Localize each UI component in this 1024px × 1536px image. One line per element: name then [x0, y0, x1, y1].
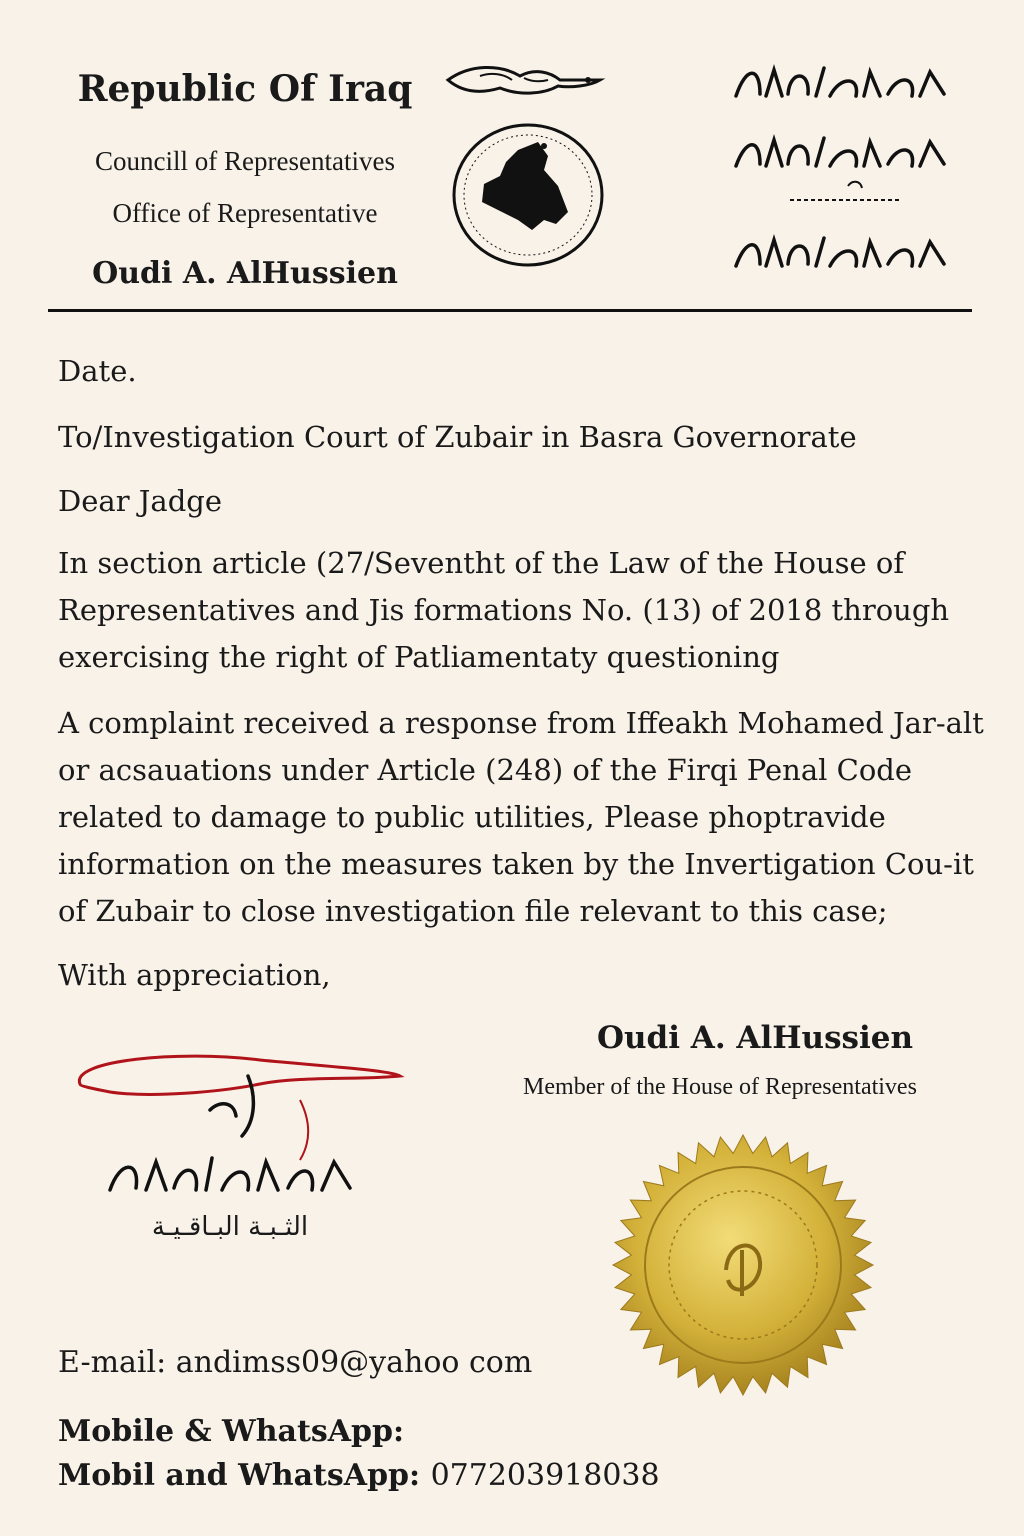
recipient-line: To/Investigation Court of Zubair in Basra Governorate: [58, 420, 857, 454]
header-council: Councill of Representatives: [95, 146, 395, 176]
signatory-name: Oudi A. AlHussien: [596, 1020, 914, 1056]
email-line: E-mail: andimss09@yahoo com: [58, 1345, 533, 1380]
closing-line: With appreciation,: [58, 958, 331, 992]
header-country: Republic Of Iraq: [77, 68, 413, 110]
complaint-paragraph: A complaint received a response from Iffeakh Mohamed Jar-alt or acsauations under Article (248) of the Firqi Penal Code related to damage to public utilities, Please phoptravide information on the measures taken by the Invertigation Cou-it of Zubair to close investigation file relevant to this case;: [58, 706, 984, 928]
header-divider: [48, 309, 972, 312]
signature-arabic-caption: الثـبـة البـاقـيـة: [151, 1212, 309, 1242]
mobile-label-alt: Mobil and WhatsApp:: [58, 1458, 421, 1493]
bird-emblem-icon: [440, 58, 610, 102]
date-label: Date.: [58, 354, 137, 388]
header-representative: Oudi A. AlHussien: [92, 256, 398, 291]
gold-seal-icon: [608, 1130, 878, 1400]
mobile-number: 077203918038: [430, 1458, 660, 1493]
salutation: Dear Jadge: [58, 484, 222, 518]
mobile-label: Mobile & WhatsApp:: [58, 1414, 405, 1449]
section-paragraph: In section article (27/Seventht of the Law of the House of Representatives and Jis formations No. (13) of 2018 through exercising the right of Patliamentaty questioning: [58, 546, 950, 674]
mobile-line: [58, 1458, 660, 1493]
iraq-map-seal-icon: [448, 120, 608, 270]
header-office: Office of Representative: [112, 198, 378, 228]
calligraphy-emblem-icon: [730, 58, 960, 288]
signatory-role: Member of the House of Representatives: [523, 1074, 917, 1100]
